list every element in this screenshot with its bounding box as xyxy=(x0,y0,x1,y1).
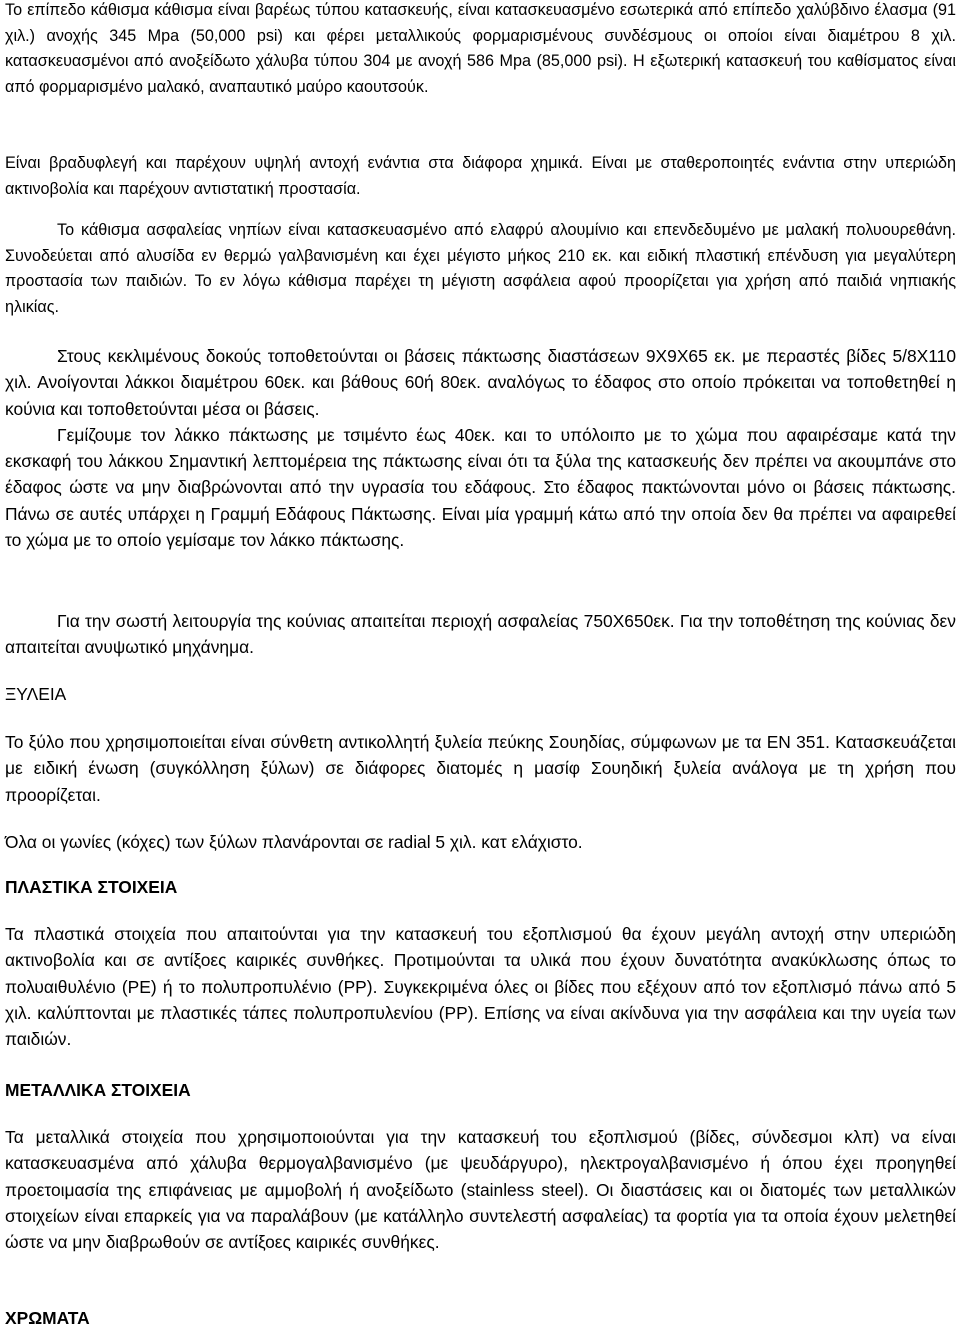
paragraph-wood: Το ξύλο που χρησιμοποιείται είναι σύνθετη αντικολλητή ξυλεία πεύκης Σουηδίας, σύμφωνων με τα ΕΝ 351. Κατασκευάζεται με ειδική ένωση (συγκόλληση ξύλων) σε διάφορες διατομές η μασίφ Σουηδική ξυλεία ανάλογα με τη χρήση που προορίζεται. xyxy=(5,732,956,805)
paragraph-metal: Τα μεταλλικά στοιχεία που χρησιμοποιούνται για την κατασκευή του εξοπλισμού (βίδες, σύνδεσμοι κλπ) να είναι κατασκευασμένα από χάλυβα θερμογαλβανισμένο (με ψευδάργυρο), ηλεκτρογαλβανισμένο ή όπου έχει προηγηθεί προετοιμασία της επιφάνειας με αμμοβολή ή ανοξείδωτο (stainless steel). Οι διαστάσεις και οι διατομές των μεταλλικών στοιχείων είναι επαρκείς για να παραλάβουν (με κατάλληλο συντελεστή ασφαλείας) τα φορτία για τα οποία έχουν μελετηθεί ώστε να μην διαβρωθούν σε αντίξοες καιρικές συνθήκες. xyxy=(5,1127,956,1253)
paragraph-foundation-2-text: Γεμίζουμε τον λάκκο πάκτωσης με τσιμέντο έως 40εκ. και το υπόλοιπο με το χώμα που αφαιρέσαμε κατά την εκσκαφή του λάκκου Σημαντική λεπτομέρεια της πάκτωσης είναι ότι τα ξύλα της κατασκευής δεν πρέπει να ακουμπάνε στο έδαφος ώστε να μην διαβρώνονται από την υγρασία του εδάφους. Στο έδαφος πακτώνονται μόνο οι βάσεις πάκτωσης. Πάνω σε αυτές υπάρχει η Γραμμή Εδάφους Πάκτωσης. Είναι μία γραμμή κάτω από την οποία δεν θα πρέπει να αφαιρεθεί το χώμα με το οποίο γεμίσαμε τον λάκκο πάκτωσης. xyxy=(5,424,956,551)
paragraph-steel-seat: Το επίπεδο κάθισμα κάθισμα είναι βαρέως τύπου κατασκευής, είναι κατασκευασμένο εσωτερικά από επίπεδο χαλύβδινο έλασμα (91 χιλ.) ανοχής 345 Mpa (50,000 psi) και φέρει μεταλλικούς φορμαρισμένους συνδέσμους οι οποίοι είναι διαμέτρου 8 χιλ. κατασκευασμένοι από ανοξείδωτο χάλυβα τύπου 304 με ανοχή 586 Mpa (85,000 psi). Η εξωτερική κατασκευή του καθίσματος είναι από φορμαρισμένο μαλακό, αναπαυτικό μαύρο καουτσούκ. xyxy=(5,1,956,96)
paragraph-plastic: Τα πλαστικά στοιχεία που απαιτούνται για την κατασκευή του εξοπλισμού θα έχουν μεγάλη αντοχή στην υπεριώδη ακτινοβολία και σε αντίξοες καιρικές συνθήκες. Προτιμούνται τα υλικά που έχουν δυνατότητα ανακύκλωσης όπως το πολυαιθυλένιο (ΡΕ) ή το πολυπροπυλένιο (ΡΡ). Συγκεκριμένα όλες οι βίδες που εξέχουν από τον εξοπλισμό πάνω από 5 χιλ. καλύπτονται με πλαστικές τάπες πολυπροπυλενίου (ΡΡ). Επίσης να είναι ακίνδυνα για την ασφάλεια και την υγεία των παιδιών. xyxy=(5,924,956,1050)
paragraph-foundation-1-text: Στους κεκλιμένους δοκούς τοποθετούνται οι βάσεις πάκτωσης διαστάσεων 9Χ9Χ65 εκ. με περαστές βίδες 5/8Χ110 χιλ. Ανοίγονται λάκκοι διαμέτρου 60εκ. και βάθους 60ή 80εκ. αναλόγως το έδαφος στο οποίο πρόκειται να τοποθετηθεί η κούνια και τοποθετούνται μέσα οι βάσεις. xyxy=(5,346,956,419)
paragraph-infant-seat xyxy=(5,218,956,320)
paragraph-infant-seat-text: Το κάθισμα ασφαλείας νηπίων είναι κατασκευασμένο από ελαφρύ αλουμίνιο και επενδεδυμένο με μαλακή πολυουρεθάνη. Συνοδεύεται από αλυσίδα εν θερμώ γαλβανισμένη και έχει μέγιστο μήκος 210 εκ. και ειδική πλαστική επένδυση για μεγαλύτερη προστασία των παιδιών. Το εν λόγω κάθισμα παρέχει τη μέγιστη ασφάλεια αφού προορίζεται για χρήση από παιδιά νηπιακής ηλικίας. xyxy=(5,221,956,316)
paragraph-foundation-2 xyxy=(5,422,956,553)
paragraph-safety-area xyxy=(5,608,956,661)
paragraph-corners: Όλα οι γωνίες (κόχες) των ξύλων πλανάρονται σε radial 5 χιλ. κατ ελάχιστο. xyxy=(5,832,583,852)
paragraph-foundation-1 xyxy=(5,343,956,422)
heading-wood: ΞΥΛΕΙΑ xyxy=(5,684,67,704)
paragraph-flame-retardant: Είναι βραδυφλεγή και παρέχουν υψηλή αντοχή ενάντια στα διάφορα χημικά. Είναι με σταθεροποιητές ενάντια στην υπεριώδη ακτινοβολία και παρέχουν αντιστατική προστασία. xyxy=(5,154,956,198)
heading-metal: ΜΕΤΑΛΛΙΚΑ ΣΤΟΙΧΕΙΑ xyxy=(5,1080,191,1100)
paragraph-safety-area-text: Για την σωστή λειτουργία της κούνιας απαιτείται περιοχή ασφαλείας 750Χ650εκ. Για την τοποθέτηση της κούνιας δεν απαιτείται ανυψωτικό μηχάνημα. xyxy=(5,611,956,658)
heading-colors: ΧΡΩΜΑΤΑ xyxy=(5,1308,90,1328)
heading-plastic: ΠΛΑΣΤΙΚΑ ΣΤΟΙΧΕΙΑ xyxy=(5,877,178,897)
foundation-section xyxy=(5,343,956,553)
